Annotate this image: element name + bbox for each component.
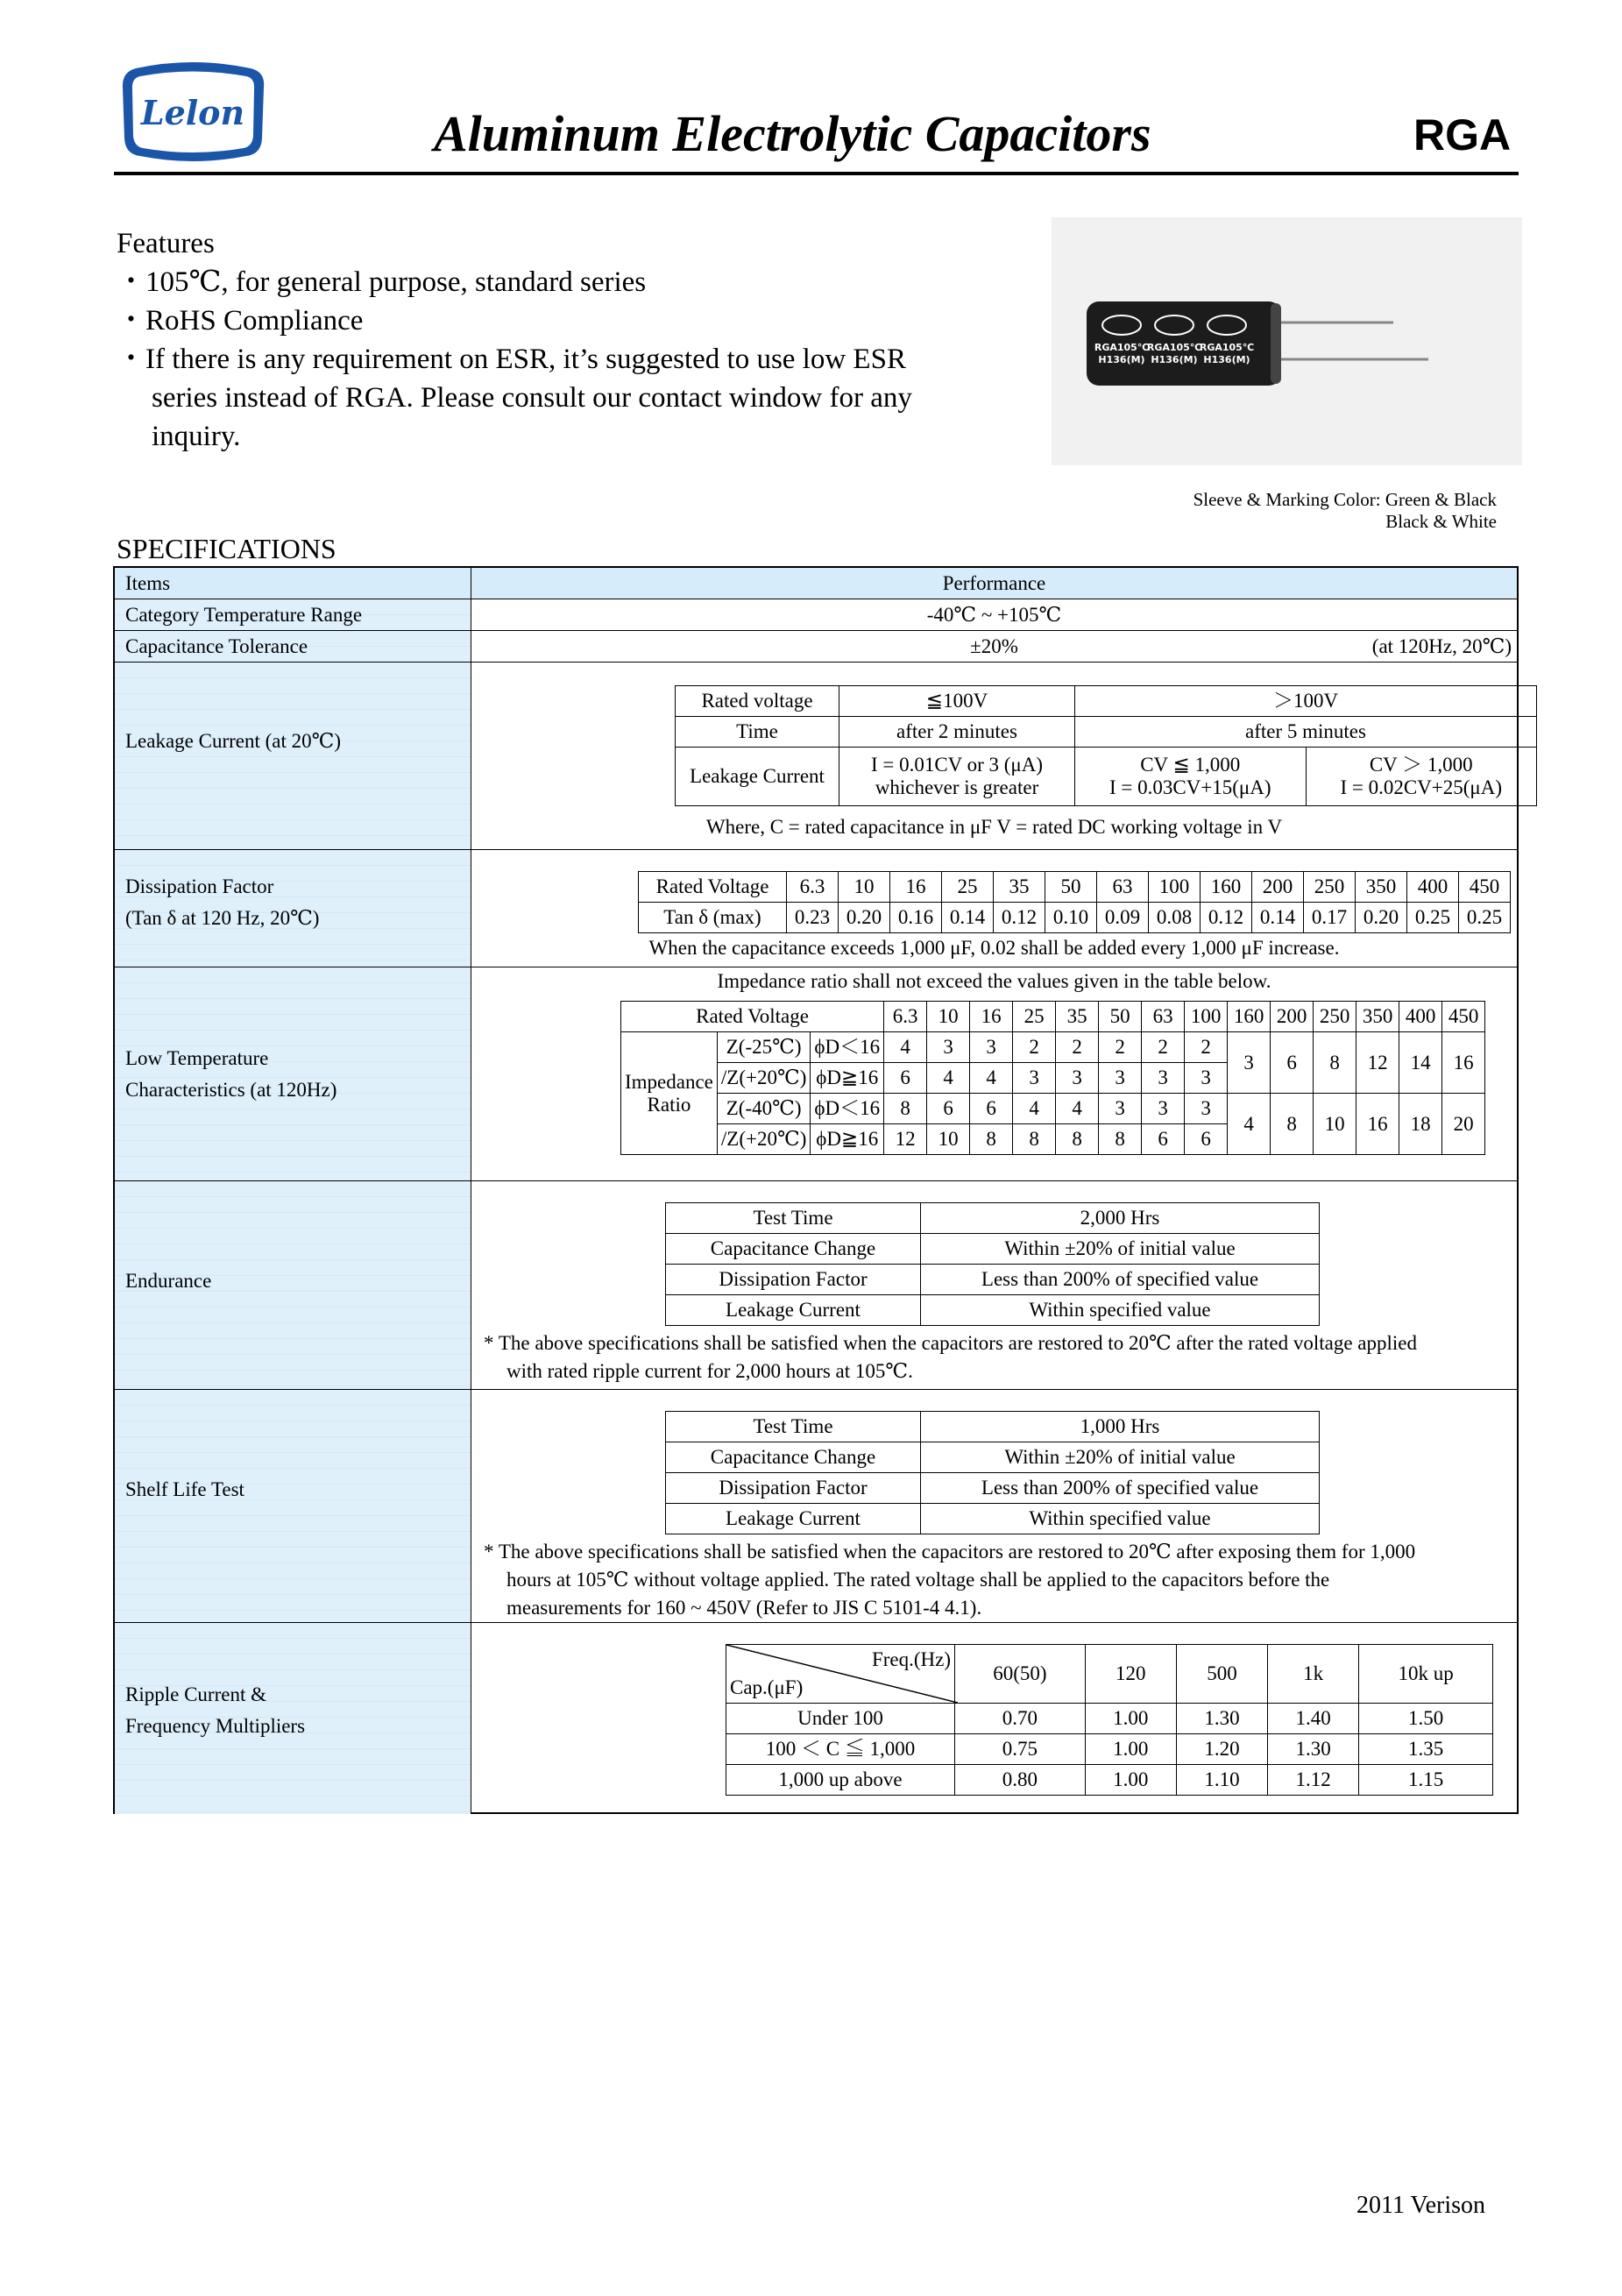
cell: 350 (1356, 1002, 1399, 1032)
tolerance-label: Capacitance Tolerance (125, 635, 308, 657)
cell: 50 (1099, 1002, 1142, 1032)
cell: 25 (1013, 1002, 1056, 1032)
cell: 0.16 (890, 903, 942, 933)
cell: 0.12 (1201, 903, 1252, 933)
items-header: Items (125, 572, 171, 594)
cell: 1.40 (1268, 1704, 1359, 1734)
cell: 8 (970, 1124, 1013, 1155)
cell: 1.00 (1085, 1704, 1176, 1734)
specifications-table (113, 566, 1519, 1814)
cell: 2 (1099, 1032, 1142, 1063)
cell-line: whichever is greater (875, 776, 1039, 798)
cell: ϕD≧16 (811, 1063, 884, 1094)
spec-row-dissipation (115, 850, 1517, 967)
cell: after 5 minutes (1075, 717, 1537, 748)
cell: Dissipation Factor (666, 1473, 921, 1504)
cell: 0.14 (1252, 903, 1304, 933)
cell: 1.30 (1176, 1704, 1267, 1734)
svg-text:H136(M): H136(M) (1151, 354, 1198, 365)
cell: 2 (1013, 1032, 1056, 1063)
cell: 50 (1045, 872, 1097, 903)
cell (1306, 748, 1537, 806)
cell: 1.35 (1359, 1734, 1493, 1765)
ripple-table (726, 1644, 1493, 1796)
cell: 8 (1056, 1124, 1099, 1155)
cell: Test Time (666, 1412, 921, 1442)
cell: 250 (1304, 872, 1356, 903)
cell: 3 (1185, 1094, 1228, 1124)
cell (1075, 748, 1307, 806)
cell: 10 (1314, 1094, 1356, 1155)
ripple-label: Frequency Multipliers (125, 1715, 306, 1737)
cell: 450 (1442, 1002, 1485, 1032)
freq-header: Freq.(Hz) (871, 1648, 951, 1670)
cell: /Z(+20℃) (717, 1063, 810, 1094)
leakage-label: Leakage Current (at 20℃) (125, 730, 342, 752)
cell: Dissipation Factor (666, 1265, 921, 1295)
cell: 4 (884, 1032, 927, 1063)
cell-line: I = 0.03CV+15(μA) (1108, 776, 1271, 798)
low-temp-label: Characteristics (at 120Hz) (125, 1079, 337, 1101)
cell: 3 (1056, 1063, 1099, 1094)
cell: 3 (1013, 1063, 1056, 1094)
svg-text:H136(M): H136(M) (1203, 354, 1250, 365)
cell: Leakage Current (666, 1295, 921, 1326)
cell: 60(50) (955, 1645, 1086, 1704)
shelf-note: * The above specifications shall be satisfied when the capacitors are restored to 20℃ after exposing them for 1,000 (484, 1541, 1416, 1563)
cell: 14 (1399, 1032, 1442, 1094)
endurance-note: * The above specifications shall be satisfied when the capacitors are restored to 20℃ after the rated voltage applied (484, 1332, 1418, 1354)
cell: 25 (942, 872, 994, 903)
cell: 4 (927, 1063, 970, 1094)
cell: 12 (1356, 1032, 1399, 1094)
cell: 8 (1314, 1032, 1356, 1094)
cell: Within ±20% of initial value (921, 1234, 1320, 1265)
cell: 0.80 (955, 1765, 1086, 1796)
cell: 3 (1099, 1063, 1142, 1094)
cell: ϕD＜16 (811, 1094, 884, 1124)
cell: Capacitance Change (666, 1234, 921, 1265)
cell: Under 100 (726, 1704, 955, 1734)
cell: Less than 200% of specified value (921, 1473, 1320, 1504)
spec-row-header (115, 568, 1517, 599)
cell: 0.14 (942, 903, 994, 933)
tolerance-value: ±20% (970, 635, 1018, 657)
cell-line: CV ≦ 1,000 (1140, 754, 1241, 776)
cell: 200 (1252, 872, 1304, 903)
cell: Rated voltage (676, 686, 839, 717)
cell: Less than 200% of specified value (921, 1265, 1320, 1295)
cell: 3 (1228, 1032, 1271, 1094)
cell: 16 (890, 872, 942, 903)
cell-line: I = 0.02CV+25(μA) (1340, 776, 1503, 798)
cell: 1.15 (1359, 1765, 1493, 1796)
sleeve-color-note (1139, 489, 1497, 533)
cell: 100 (1185, 1002, 1228, 1032)
shelf-table (665, 1411, 1320, 1534)
cell: 1k (1268, 1645, 1359, 1704)
cell: 8 (1099, 1124, 1142, 1155)
spec-row-shelf-life (115, 1390, 1517, 1623)
cell: 4 (1013, 1094, 1056, 1124)
endurance-table (665, 1202, 1320, 1326)
performance-header: Performance (942, 572, 1046, 594)
tolerance-note: (at 120Hz, 20℃) (1371, 635, 1512, 657)
cell: 200 (1271, 1002, 1314, 1032)
cell: 1,000 up above (726, 1765, 955, 1796)
cell: 3 (1142, 1094, 1185, 1124)
cell: Within specified value (921, 1295, 1320, 1326)
features-heading: Features (117, 228, 215, 259)
cell: Rated Voltage (621, 1002, 884, 1032)
cell: 0.25 (1459, 903, 1511, 933)
cell: Within specified value (921, 1504, 1320, 1534)
cell: 16 (1442, 1032, 1485, 1094)
features-section (117, 224, 914, 456)
cell: 160 (1201, 872, 1252, 903)
cell: 100 (1149, 872, 1201, 903)
leakage-table (675, 685, 1537, 806)
cell: after 2 minutes (839, 717, 1075, 748)
spec-row-temperature (115, 599, 1517, 631)
cell: Z(-25℃) (717, 1032, 810, 1063)
cell: 120 (1085, 1645, 1176, 1704)
cell: 0.70 (955, 1704, 1086, 1734)
cell: /Z(+20℃) (717, 1124, 810, 1155)
cell: 0.12 (994, 903, 1045, 933)
cell: 20 (1442, 1094, 1485, 1155)
cell: 450 (1459, 872, 1511, 903)
cell: Tan δ (max) (639, 903, 787, 933)
cell: 35 (994, 872, 1045, 903)
cap-header: Cap.(μF) (730, 1676, 804, 1698)
cell: 3 (1185, 1063, 1228, 1094)
cell: 6 (927, 1094, 970, 1124)
cell: Within ±20% of initial value (921, 1442, 1320, 1473)
spec-row-low-temperature (115, 967, 1517, 1181)
cell: Leakage Current (676, 748, 839, 806)
cell: 0.20 (839, 903, 890, 933)
cell: 2 (1185, 1032, 1228, 1063)
leakage-where-note: Where, C = rated capacitance in μF V = rated DC working voltage in V (705, 816, 1283, 838)
feature-item: ・RoHS Compliance (117, 305, 364, 337)
cell: 1,000 Hrs (921, 1412, 1320, 1442)
spec-row-ripple (115, 1623, 1517, 1814)
cell: ϕD＜16 (811, 1032, 884, 1063)
endurance-label: Endurance (125, 1270, 212, 1292)
cell: 10 (839, 872, 890, 903)
low-temp-label: Low Temperature (125, 1047, 269, 1069)
cell: 16 (970, 1002, 1013, 1032)
cell: 3 (1099, 1094, 1142, 1124)
shelf-note: hours at 105℃ without voltage applied. The rated voltage shall be applied to the capacitors before the (506, 1569, 1330, 1591)
spec-row-leakage (115, 663, 1517, 850)
cell: 0.09 (1097, 903, 1149, 933)
cell: 1.50 (1359, 1704, 1493, 1734)
cell: ＞100V (1075, 686, 1537, 717)
feature-item: ・If there is any requirement on ESR, it’s suggested to use low ESR series instead of RGA. Please consult our contact window for any inquiry. (117, 344, 912, 452)
shelf-note: measurements for 160 ~ 450V (Refer to JIS C 5101-4 4.1). (506, 1597, 982, 1619)
cell: 2,000 Hrs (921, 1203, 1320, 1234)
cell: 1.12 (1268, 1765, 1359, 1796)
cell: 400 (1399, 1002, 1442, 1032)
cell: 10k up (1359, 1645, 1493, 1704)
cell: 0.10 (1045, 903, 1097, 933)
svg-text:Lelon: Lelon (140, 93, 245, 132)
dissipation-label: Dissipation Factor (125, 875, 274, 897)
cell: Test Time (666, 1203, 921, 1234)
cell: Time (676, 717, 839, 748)
cell: 1.00 (1085, 1765, 1176, 1796)
cell: 2 (1142, 1032, 1185, 1063)
svg-text:RGA105℃: RGA105℃ (1146, 342, 1202, 353)
cell: 4 (970, 1063, 1013, 1094)
dissipation-note: When the capacitance exceeds 1,000 μF, 0.02 shall be added every 1,000 μF increase. (648, 937, 1340, 959)
cell: 0.17 (1304, 903, 1356, 933)
low-temp-table (620, 1001, 1485, 1155)
cell: 6 (970, 1094, 1013, 1124)
dissipation-label: (Tan δ at 120 Hz, 20℃) (125, 907, 320, 929)
cell: 250 (1314, 1002, 1356, 1032)
sleeve-line: Sleeve & Marking Color: Green & Black (1193, 489, 1497, 510)
temp-value: -40℃ ~ +105℃ (926, 604, 1062, 626)
lelon-logo (117, 61, 270, 162)
cell: ≦100V (839, 686, 1075, 717)
cell: 0.08 (1149, 903, 1201, 933)
cell: 0.75 (955, 1734, 1086, 1765)
cell: 350 (1356, 872, 1407, 903)
cell: ϕD≧16 (811, 1124, 884, 1155)
cell: 1.00 (1085, 1734, 1176, 1765)
cell: Impedance (621, 1032, 718, 1094)
header-rule (114, 172, 1519, 175)
cell: Leakage Current (666, 1504, 921, 1534)
cell: 6 (1271, 1032, 1314, 1094)
cell: 18 (1399, 1094, 1442, 1155)
cell: 0.20 (1356, 903, 1407, 933)
svg-text:H136(M): H136(M) (1098, 354, 1145, 365)
cell: 3 (1142, 1063, 1185, 1094)
temp-label: Category Temperature Range (125, 604, 363, 626)
cell: 3 (970, 1032, 1013, 1063)
cell: 4 (1228, 1094, 1271, 1155)
shelf-label: Shelf Life Test (125, 1478, 244, 1500)
series-code: RGA (1413, 110, 1512, 159)
cell: 1.20 (1176, 1734, 1267, 1765)
cell: 63 (1142, 1002, 1185, 1032)
cell: 16 (1356, 1094, 1399, 1155)
cell: 100 ＜ C ≦ 1,000 (726, 1734, 955, 1765)
cell: 3 (927, 1032, 970, 1063)
version-footer: 2011 Verison (1356, 2192, 1485, 2219)
feature-item: ・105℃, for general purpose, standard series (117, 266, 647, 298)
cell: 400 (1407, 872, 1459, 903)
svg-text:RGA105℃: RGA105℃ (1199, 342, 1255, 353)
cell-line: I = 0.01CV or 3 (μA) (870, 754, 1044, 776)
spec-row-endurance (115, 1181, 1517, 1390)
cell (726, 1645, 955, 1704)
cell: 6.3 (884, 1002, 927, 1032)
cell: 6.3 (787, 872, 839, 903)
cell: 160 (1228, 1002, 1271, 1032)
cell: 1.30 (1268, 1734, 1359, 1765)
capacitor-photo (1052, 217, 1522, 465)
cell: 4 (1056, 1094, 1099, 1124)
page-title: Aluminum Electrolytic Capacitors (434, 105, 1151, 162)
cell: 12 (884, 1124, 927, 1155)
cell: 8 (1271, 1094, 1314, 1155)
specifications-heading: SPECIFICATIONS (117, 533, 336, 564)
cell: Z(-40℃) (717, 1094, 810, 1124)
cell: 1.10 (1176, 1765, 1267, 1796)
cell: 8 (1013, 1124, 1056, 1155)
cell: 10 (927, 1124, 970, 1155)
cell: 500 (1176, 1645, 1267, 1704)
cell: Rated Voltage (639, 872, 787, 903)
cell: 0.23 (787, 903, 839, 933)
low-temp-intro: Impedance ratio shall not exceed the values given in the table below. (717, 970, 1271, 992)
cell: Ratio (621, 1094, 718, 1155)
cell (839, 748, 1075, 806)
ripple-label: Ripple Current & (125, 1683, 266, 1705)
cell: 6 (1142, 1124, 1185, 1155)
svg-text:RGA105℃: RGA105℃ (1094, 342, 1150, 353)
cell: 8 (884, 1094, 927, 1124)
cell: 63 (1097, 872, 1149, 903)
cell: 6 (884, 1063, 927, 1094)
dissipation-table (638, 871, 1511, 933)
cell: 10 (927, 1002, 970, 1032)
cell-line: CV ＞ 1,000 (1369, 754, 1473, 776)
cell: 35 (1056, 1002, 1099, 1032)
cell: 2 (1056, 1032, 1099, 1063)
spec-row-tolerance (115, 631, 1517, 663)
sleeve-line: Black & White (1385, 511, 1497, 532)
cell: 6 (1185, 1124, 1228, 1155)
endurance-note: with rated ripple current for 2,000 hours at 105℃. (506, 1360, 913, 1382)
cell: 0.25 (1407, 903, 1459, 933)
cell: Capacitance Change (666, 1442, 921, 1473)
